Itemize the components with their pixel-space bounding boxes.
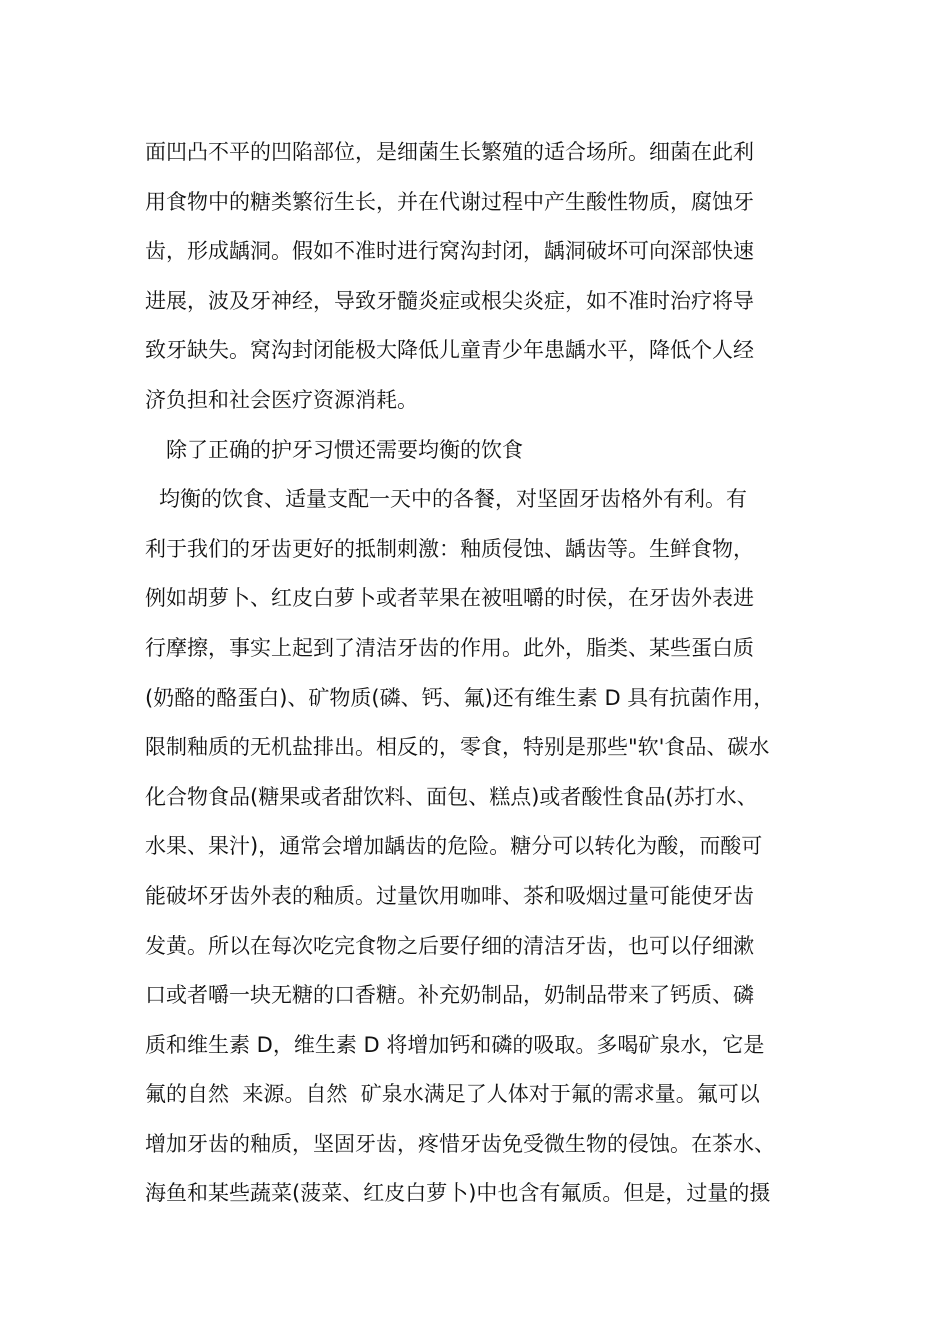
paragraph-line: 均衡的饮食、适量支配一天中的各餐，对坚固牙齿格外有利。有 [159, 487, 747, 512]
section-heading: 除了正确的护牙习惯还需要均衡的饮食 [166, 437, 523, 462]
paragraph-line: 进展，波及牙神经，导致牙髓炎症或根尖炎症，如不准时治疗将导 [145, 288, 754, 313]
paragraph-line: 能破坏牙齿外表的釉质。过量饮用咖啡、茶和吸烟过量可能使牙齿 [145, 883, 754, 908]
paragraph-line: 口或者嚼一块无糖的口香糖。补充奶制品，奶制品带来了钙质、磷 [145, 983, 754, 1008]
paragraph-line: 化合物食品(糖果或者甜饮料、面包、糕点)或者酸性食品(苏打水、 [145, 784, 758, 809]
paragraph-line: 致牙缺失。窝沟封闭能极大降低儿童青少年患龋水平，降低个人经 [145, 338, 754, 363]
paragraph-line: 发黄。所以在每次吃完食物之后要仔细的清洁牙齿，也可以仔细漱 [145, 933, 754, 958]
paragraph-line: 限制釉质的无机盐排出。相反的，零食，特别是那些"软'食品、碳水 [145, 735, 770, 760]
paragraph-line: 水果、果汁)，通常会增加龋齿的危险。糖分可以转化为酸，而酸可 [145, 834, 763, 859]
paragraph-line: 利于我们的牙齿更好的抵制刺激：釉质侵蚀、龋齿等。生鲜食物， [145, 536, 754, 561]
paragraph-line: 面凹凸不平的凹陷部位，是细菌生长繁殖的适合场所。细菌在此利 [145, 140, 754, 164]
paragraph-line: 增加牙齿的釉质，坚固牙齿，疼惜牙齿免受微生物的侵蚀。在茶水、 [145, 1131, 775, 1156]
paragraph-line: (奶酪的酪蛋白)、矿物质(磷、钙、氟)还有维生素 D 具有抗菌作用， [145, 685, 775, 710]
paragraph-line: 齿，形成龋洞。假如不准时进行窝沟封闭，龋洞破坏可向深部快速 [145, 239, 754, 264]
paragraph-line: 质和维生素 D，维生素 D 将增加钙和磷的吸取。多喝矿泉水，它是 [145, 1032, 765, 1057]
paragraph-line: 行摩擦，事实上起到了清洁牙齿的作用。此外，脂类、某些蛋白质 [145, 635, 754, 660]
paragraph-line: 海鱼和某些蔬菜(菠菜、红皮白萝卜)中也含有氟质。但是，过量的摄 [145, 1181, 771, 1206]
body-text [145, 133, 825, 1224]
paragraph-line: 用食物中的糖类繁衍生长，并在代谢过程中产生酸性物质，腐蚀牙 [145, 189, 754, 214]
paragraph-line: 济负担和社会医疗资源消耗。 [145, 387, 418, 412]
paragraph-line: 氟的自然 来源。自然 矿泉水满足了人体对于氟的需求量。氟可以 [145, 1082, 760, 1107]
paragraph-line: 例如胡萝卜、红皮白萝卜或者苹果在被咀嚼的时侯，在牙齿外表进 [145, 586, 754, 611]
